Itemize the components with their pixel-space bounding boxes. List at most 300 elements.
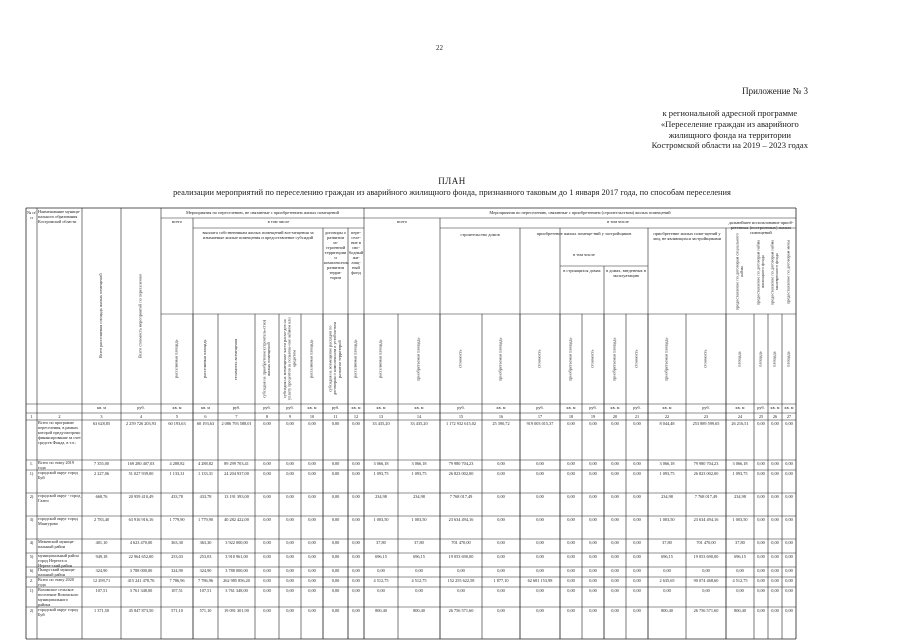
- unit-cell: кв. м: [414, 405, 424, 410]
- annex-block: [652, 86, 808, 151]
- column-header: стоимость: [633, 349, 639, 369]
- data-cell: 0,00: [785, 608, 793, 613]
- column-header: приобретаемая площадь: [415, 337, 421, 381]
- data-cell: 0,00: [633, 588, 641, 593]
- unit-cell: кв. м: [351, 405, 361, 410]
- data-cell: 22 964 652,00: [128, 554, 154, 559]
- data-cell: 0,00: [536, 540, 544, 545]
- data-cell: 0,00: [702, 588, 710, 593]
- data-cell: 3 788 000,00: [225, 568, 248, 573]
- data-cell: 0,00: [415, 588, 423, 593]
- row-number: 5): [29, 554, 34, 559]
- unit-cell: кв. м: [201, 405, 210, 410]
- data-cell: 0,00: [308, 588, 316, 593]
- data-cell: 7 786,96: [197, 578, 214, 583]
- data-cell: 0,00: [567, 461, 575, 466]
- column-number: 13: [378, 414, 384, 419]
- data-cell: 0,00: [757, 540, 765, 545]
- data-cell: 0,00: [308, 540, 316, 545]
- data-cell: 0,00: [589, 461, 597, 466]
- data-cell: 0,00: [589, 421, 597, 426]
- data-cell: 13 191 393,00: [224, 494, 249, 499]
- row-number: 2): [29, 608, 34, 613]
- data-cell: 0,00: [771, 471, 779, 476]
- data-cell: 0,00: [611, 554, 619, 559]
- column-header: расселяемая площадь: [173, 339, 179, 379]
- column-number: 19: [590, 414, 596, 419]
- data-cell: 0,00: [536, 554, 544, 559]
- data-cell: 0,00: [757, 568, 765, 573]
- data-cell: 37,80: [376, 540, 386, 545]
- data-cell: 0,00: [567, 540, 575, 545]
- page-number: 22: [436, 44, 443, 52]
- data-cell: 37,80: [414, 540, 424, 545]
- column-number: 11: [333, 414, 338, 419]
- data-cell: 0,00: [589, 608, 597, 613]
- header-group-a: Мероприятия по переселению, не связанные с приобретением жилых помещений: [186, 210, 339, 215]
- data-cell: 1 003,50: [373, 517, 389, 522]
- data-cell: 0,00: [352, 578, 360, 583]
- data-cell: 0,00: [497, 608, 505, 613]
- data-cell: 415 241 478,76: [127, 578, 155, 583]
- data-cell: 0,00: [331, 517, 340, 522]
- data-cell: 63 628,85: [92, 421, 111, 426]
- plan-subtitle: реализации мероприятий по переселению граждан из аварийного жилищного фонда, признанного таковым до 1 января 2017 года, по способам переселения: [173, 188, 731, 197]
- data-cell: 23 634 494,16: [693, 517, 719, 522]
- data-cell: 0,00: [611, 494, 619, 499]
- data-cell: 60 193,63: [196, 421, 215, 426]
- header-b-further: дальнейшее использование приоб-ретенных (построенных) жилых помещений: [728, 220, 794, 235]
- unit-cell: руб.: [589, 405, 597, 410]
- data-cell: 0,00: [633, 421, 641, 426]
- data-cell: 0,00: [308, 471, 316, 476]
- data-cell: 0,00: [785, 471, 793, 476]
- row-name: Всего по программе переселения, в рамках которой предусмотрено финансирование за счет средств Фонда, в т.ч.:: [38, 420, 81, 445]
- column-number: 27: [786, 414, 792, 419]
- data-cell: 0,00: [567, 421, 575, 426]
- column-number: 10: [309, 414, 315, 419]
- data-cell: 1 003,50: [659, 517, 675, 522]
- data-cell: 0,00: [308, 608, 316, 613]
- data-cell: 1 003,50: [411, 517, 427, 522]
- data-cell: 0,00: [567, 578, 575, 583]
- data-cell: 0,00: [785, 578, 793, 583]
- data-cell: 0,00: [331, 540, 340, 545]
- data-cell: 3 066,18: [659, 461, 675, 466]
- data-cell: 696,15: [375, 554, 387, 559]
- data-cell: 0,00: [771, 554, 779, 559]
- annex-line: «Переселение граждан из аварийного: [660, 118, 799, 129]
- data-cell: 0,00: [633, 578, 641, 583]
- data-cell: 0,00: [785, 540, 793, 545]
- row-number: 3): [29, 517, 34, 522]
- data-cell: 0,00: [497, 540, 505, 545]
- data-cell: 363,30: [199, 540, 212, 545]
- data-cell: 26 823 002,00: [693, 471, 719, 476]
- data-cell: 0,00: [286, 517, 294, 522]
- column-header: предоставление по договорам социального найма: [734, 233, 744, 311]
- data-cell: 60 193,63: [168, 421, 186, 426]
- column-number: 22: [664, 414, 670, 419]
- row-number: 1.: [29, 461, 34, 466]
- data-cell: 701 470,00: [696, 540, 716, 545]
- data-cell: 0,00: [497, 517, 505, 522]
- row-number: 2): [29, 494, 34, 499]
- data-cell: 1 093,75: [411, 471, 427, 476]
- data-cell: 40 282 422,00: [224, 517, 249, 522]
- data-cell: 0,00: [286, 608, 294, 613]
- data-cell: 0,00: [567, 517, 575, 522]
- data-cell: 0,00: [352, 568, 360, 573]
- unit-cell: кв. м: [566, 405, 576, 410]
- data-cell: 0,00: [633, 471, 641, 476]
- data-cell: 0,00: [785, 494, 793, 499]
- data-cell: 0,00: [611, 540, 619, 545]
- data-cell: 0,00: [663, 568, 671, 573]
- data-cell: 7 768 017,49: [449, 494, 473, 499]
- data-cell: 0,00: [771, 517, 779, 522]
- row-number: 1): [29, 471, 34, 476]
- data-cell: 0,00: [286, 588, 294, 593]
- data-cell: 433,78: [199, 494, 212, 499]
- data-cell: 0,00: [352, 421, 360, 426]
- data-cell: 696,15: [661, 554, 673, 559]
- data-cell: 0,00: [308, 421, 316, 426]
- data-cell: 0,00: [567, 494, 575, 499]
- data-cell: 26 823 002,00: [448, 471, 474, 476]
- data-cell: 0,00: [757, 421, 765, 426]
- data-cell: 107,51: [199, 588, 212, 593]
- data-cell: 0,00: [785, 461, 793, 466]
- data-cell: 0,00: [286, 421, 294, 426]
- data-cell: 0,00: [263, 568, 271, 573]
- data-cell: 0,00: [263, 421, 271, 426]
- data-cell: 0,00: [308, 578, 316, 583]
- column-number: 8: [265, 414, 269, 419]
- data-cell: 0,00: [286, 578, 294, 583]
- data-cell: 0,00: [331, 578, 340, 583]
- header-a-incl: в том числе: [267, 219, 290, 224]
- data-cell: 25 390,72: [492, 421, 510, 426]
- annex-title: Приложение № 3: [742, 86, 808, 96]
- data-cell: 0,00: [633, 517, 641, 522]
- data-cell: 433,78: [171, 494, 183, 499]
- column-header: предоставление по договорам мены: [785, 240, 791, 304]
- data-cell: 4 512,75: [732, 578, 748, 583]
- column-number: 17: [537, 414, 543, 419]
- data-cell: 234,98: [661, 494, 673, 499]
- column-number: 3: [100, 414, 103, 419]
- data-cell: 2 635,65: [659, 578, 675, 583]
- column-header: площадь: [757, 351, 763, 367]
- header-b-total: всего: [397, 219, 407, 224]
- column-number: 5: [175, 414, 179, 419]
- column-number: 20: [612, 414, 618, 419]
- column-number: 2: [58, 414, 61, 419]
- data-cell: 1 003,50: [732, 517, 748, 522]
- column-header: расселяемая площадь: [202, 339, 208, 379]
- data-cell: 26 756 571,60: [448, 608, 474, 613]
- data-cell: 0,00: [785, 588, 793, 593]
- row-number: 1): [29, 588, 34, 593]
- header-b-incl: в том числе: [607, 219, 629, 224]
- data-cell: 0,00: [611, 461, 619, 466]
- unit-cell: кв. м: [735, 405, 745, 410]
- data-cell: 0,00: [415, 568, 423, 573]
- data-cell: 107,51: [95, 588, 108, 593]
- data-cell: 2 259 726 203,93: [125, 421, 157, 426]
- data-cell: 0,00: [785, 421, 793, 426]
- data-cell: 1 093,75: [659, 471, 675, 476]
- data-cell: 2 086 793 588,01: [221, 421, 252, 426]
- unit-cell: кв. м: [172, 405, 182, 410]
- data-cell: 0,00: [589, 540, 597, 545]
- unit-cell: кв. м: [770, 405, 780, 410]
- data-cell: 800,40: [375, 608, 387, 613]
- data-cell: 0,00: [331, 421, 340, 426]
- data-cell: 4 288,82: [197, 461, 214, 466]
- unit-cell: руб.: [232, 405, 241, 410]
- data-cell: 0,00: [497, 588, 505, 593]
- header-group-b: Мероприятия по переселению, связанные с приобретением (строительством) жилых помещений: [489, 210, 671, 215]
- data-cell: 26 216,51: [731, 421, 749, 426]
- data-cell: 1 779,90: [197, 517, 214, 522]
- plan-table: [26, 208, 887, 632]
- data-cell: 701 470,00: [451, 540, 471, 545]
- data-cell: 0,00: [771, 461, 779, 466]
- header-b-building: в строящихся домах: [563, 268, 601, 273]
- data-cell: 0,00: [757, 461, 765, 466]
- data-cell: 0,00: [286, 554, 294, 559]
- column-header: субсидия на возмещение расходов по договорам о комплексном и устойчи-вом развитии территорий: [327, 322, 342, 396]
- data-cell: 0,00: [567, 568, 575, 573]
- column-header: приобретаемая площадь: [567, 337, 573, 381]
- annex-line: к региональной адресной программе: [662, 108, 798, 118]
- data-cell: 668,76: [95, 494, 108, 499]
- data-cell: 0,00: [785, 517, 793, 522]
- data-cell: 0,00: [633, 540, 641, 545]
- header-b-buy-dev-incl: в том числе: [573, 252, 595, 257]
- data-cell: 0,00: [589, 588, 597, 593]
- data-cell: 0,00: [497, 471, 505, 476]
- data-cell: 0,00: [785, 568, 793, 573]
- data-cell: 0,00: [771, 568, 779, 573]
- data-cell: 0,00: [611, 578, 619, 583]
- data-cell: 3 066,18: [373, 461, 389, 466]
- column-number: 23: [703, 414, 709, 419]
- header-a-fund: пере-селе-ние в сво-бодный жи-лищ-ный фонд: [348, 230, 364, 275]
- row-name: Всего по этапу 2019 года: [38, 460, 74, 470]
- data-cell: 363,30: [171, 540, 183, 545]
- data-cell: 234,98: [413, 494, 425, 499]
- data-cell: 234,98: [375, 494, 387, 499]
- data-cell: 0,00: [263, 608, 271, 613]
- header-total-area: Всего расселяемая площадь жилых помещений: [98, 273, 104, 359]
- column-number: 18: [568, 414, 574, 419]
- data-cell: 800,40: [413, 608, 425, 613]
- header-b-buy-not-dev: приобретение жилых поме-щений у лиц, не являющихся застройщиками: [652, 231, 722, 241]
- data-cell: 4 623 470,00: [129, 540, 153, 545]
- header-b-buy-dev: приобретение жилых помеще-ний у застройщиков: [536, 231, 632, 236]
- unit-cell: кв. м: [307, 405, 317, 410]
- data-cell: 89 299 703,41: [224, 461, 249, 466]
- unit-cell: руб.: [536, 405, 544, 410]
- data-cell: 0,00: [352, 588, 360, 593]
- data-cell: 0,00: [263, 554, 271, 559]
- data-cell: 2 783,40: [93, 517, 110, 522]
- row-name: Пыщугский муници-пальный район: [38, 567, 76, 577]
- data-cell: 696,15: [734, 554, 746, 559]
- data-cell: 90 074 468,60: [693, 578, 719, 583]
- data-cell: 7 768 017,49: [694, 494, 718, 499]
- row-name: городской округ - город Галич: [38, 493, 81, 503]
- column-header: приобретаемая площадь: [663, 337, 669, 381]
- data-cell: 0,00: [771, 588, 779, 593]
- column-header: стоимость: [702, 349, 708, 369]
- data-cell: 0,00: [536, 461, 544, 466]
- column-header: приобретаемая площадь: [611, 337, 617, 381]
- data-cell: 4 512,75: [411, 578, 427, 583]
- data-cell: 0,00: [663, 588, 671, 593]
- data-cell: 0,00: [589, 471, 597, 476]
- data-cell: 0,00: [757, 608, 765, 613]
- data-cell: 19 053 690,00: [693, 554, 719, 559]
- data-cell: 8 044,48: [659, 421, 675, 426]
- header-name: Наименование муници-пального образования Костромской области: [38, 209, 81, 224]
- data-cell: 45 847 873,50: [128, 608, 154, 613]
- unit-cell: кв. м: [97, 405, 106, 410]
- data-cell: 324,90: [95, 568, 108, 573]
- data-cell: 571,10: [171, 608, 183, 613]
- unit-cell: руб.: [457, 405, 465, 410]
- data-cell: 0,00: [757, 471, 765, 476]
- row-name: городской округ город Буй: [38, 607, 78, 617]
- column-number: 24: [737, 414, 743, 419]
- data-cell: 3 066,18: [411, 461, 427, 466]
- data-cell: 3 788 000,00: [129, 568, 153, 573]
- data-cell: 3 910 961,00: [225, 554, 248, 559]
- data-cell: 0,00: [497, 554, 505, 559]
- data-cell: 0,00: [567, 471, 575, 476]
- data-cell: 0,00: [611, 517, 619, 522]
- column-number: 25: [758, 414, 764, 419]
- data-cell: 33 435,20: [372, 421, 390, 426]
- column-header: расселяемая площадь: [352, 339, 358, 379]
- unit-cell: руб.: [263, 405, 271, 410]
- column-header: расселяемая площадь: [377, 339, 383, 379]
- data-cell: 1 133,31: [197, 471, 214, 476]
- data-cell: 0,00: [633, 494, 641, 499]
- data-cell: 0,00: [263, 540, 271, 545]
- data-cell: 0,00: [736, 568, 744, 573]
- row-name: Межевской муници-пальный район: [38, 539, 75, 549]
- data-cell: 0,00: [611, 471, 619, 476]
- data-cell: 0,00: [589, 568, 597, 573]
- data-cell: 0,00: [308, 554, 316, 559]
- unit-cell: руб.: [331, 405, 340, 410]
- data-cell: 19 053 690,00: [448, 554, 474, 559]
- data-cell: 7 786,96: [169, 578, 185, 583]
- data-cell: 0,00: [611, 568, 619, 573]
- data-cell: 0,00: [286, 494, 294, 499]
- data-cell: 12 299,71: [92, 578, 111, 583]
- column-header: расселяемая площадь: [308, 339, 314, 379]
- header-total-cost: Всего стоимость мероприятий по переселению: [137, 273, 143, 359]
- data-cell: 0,00: [771, 421, 779, 426]
- unit-cell: руб.: [286, 405, 294, 410]
- data-cell: 0,00: [611, 608, 619, 613]
- column-number: 21: [634, 414, 640, 419]
- data-cell: 324,90: [199, 568, 212, 573]
- data-cell: 0,00: [771, 494, 779, 499]
- data-cell: 62 681 153,98: [527, 578, 553, 583]
- column-header: предоставление по договорам найма жилищного фонда: [755, 239, 765, 305]
- data-cell: 37,80: [735, 540, 745, 545]
- row-name: муниципальный район город Нерехта и Нерехт-ский район: [38, 553, 79, 568]
- data-cell: 0,00: [757, 517, 765, 522]
- data-cell: 107,51: [171, 588, 183, 593]
- column-number: 6: [204, 414, 207, 419]
- row-name: Вохомское сельское поселение Вохомского муниципального района: [38, 587, 79, 607]
- data-cell: 949,18: [95, 554, 108, 559]
- header-no: № п/п: [27, 210, 36, 220]
- row-name: городской округ город Буй: [38, 470, 78, 480]
- data-cell: 262 985 856,20: [223, 578, 250, 583]
- column-number: 15: [458, 414, 464, 419]
- data-cell: 0,00: [497, 568, 505, 573]
- column-number: 4: [139, 414, 143, 419]
- data-cell: 0,00: [633, 554, 641, 559]
- column-number: 14: [416, 414, 422, 419]
- data-cell: 0,00: [457, 588, 465, 593]
- data-cell: 0,00: [308, 568, 316, 573]
- data-cell: 4 288,82: [169, 461, 185, 466]
- data-cell: 0,00: [263, 517, 271, 522]
- data-cell: 0,00: [757, 494, 765, 499]
- data-cell: 7 355,00: [93, 461, 110, 466]
- row-number: 6): [29, 568, 34, 573]
- data-cell: 0,00: [567, 554, 575, 559]
- data-cell: 0,00: [611, 588, 619, 593]
- data-cell: 0,00: [331, 568, 340, 573]
- data-cell: 3 761 348,00: [129, 588, 153, 593]
- data-cell: 919 003 015,37: [526, 421, 554, 426]
- data-cell: 0,00: [352, 494, 360, 499]
- data-cell: 152 255 622,58: [447, 578, 475, 583]
- row-number: 2.: [29, 578, 34, 583]
- data-cell: 1 093,75: [732, 471, 748, 476]
- column-number: 16: [498, 414, 504, 419]
- data-cell: 800,40: [661, 608, 673, 613]
- data-cell: 0,00: [589, 554, 597, 559]
- column-header: стоимость возмещения: [233, 338, 239, 380]
- data-cell: 0,00: [352, 554, 360, 559]
- data-cell: 169 280 407,03: [127, 461, 155, 466]
- data-cell: 0,00: [331, 461, 340, 466]
- header-a-total: всего: [172, 219, 182, 224]
- data-cell: 696,15: [413, 554, 425, 559]
- data-cell: 234,98: [734, 494, 746, 499]
- data-cell: 1 093,75: [373, 471, 389, 476]
- data-cell: 0,00: [589, 578, 597, 583]
- data-cell: 0,00: [785, 554, 793, 559]
- data-cell: 0,00: [308, 517, 316, 522]
- data-cell: 23 634 494,16: [448, 517, 474, 522]
- data-cell: 51 027 939,00: [128, 471, 154, 476]
- data-cell: 0,00: [757, 578, 765, 583]
- column-number: 7: [235, 414, 238, 419]
- data-cell: 20 959 410,49: [128, 494, 154, 499]
